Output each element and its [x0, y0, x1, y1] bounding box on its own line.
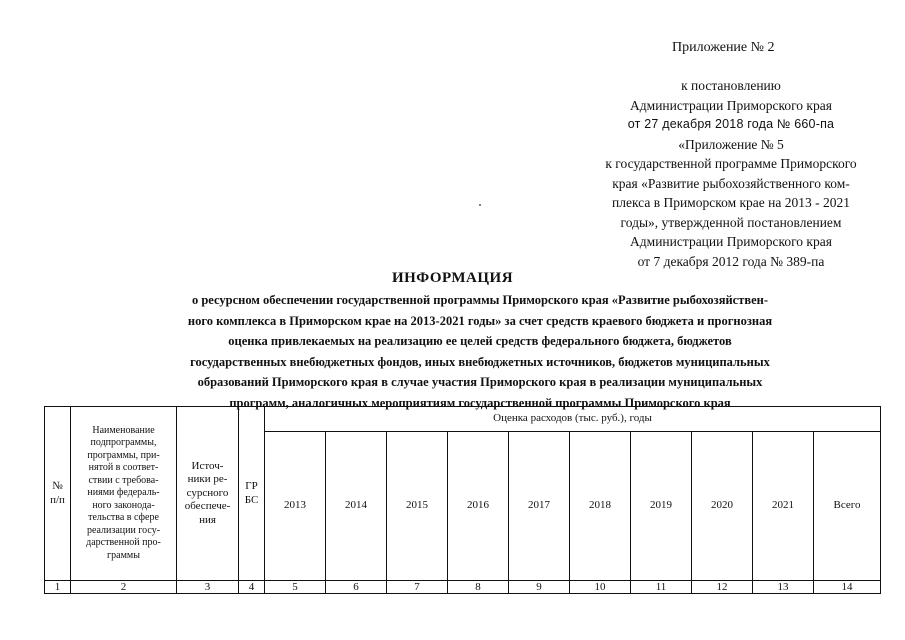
table-column-numbers-row: [45, 581, 881, 594]
appendix-line: края «Развитие рыбохозяйственного ком-: [612, 175, 850, 191]
year-header: 2015: [387, 432, 448, 581]
header-num-text: № п/п: [50, 480, 65, 506]
appendix-line-date: от 27 декабря 2018 года № 660-па: [627, 117, 835, 131]
year-header: 2017: [509, 432, 570, 581]
header-program-name-text: Наименование подпрограммы, программы, при- нятой в соответ- ствии с требова- ниями федераль- ного законода- тельства в сфере реализации госу- дарственной про- граммы: [86, 424, 161, 561]
year-header: 2020: [692, 432, 753, 581]
year-header: 2019: [631, 432, 692, 581]
appendix-reference-block: [560, 76, 902, 271]
header-grbs: [239, 407, 265, 581]
document-subtitle: [120, 290, 840, 413]
subtitle-line: государственных внебюджетных фондов, иных внебюджетных источников, бюджетов муниципальных: [190, 354, 770, 369]
header-program-name: [71, 407, 177, 581]
column-number: 9: [509, 581, 570, 594]
column-number: 5: [265, 581, 326, 594]
header-sources: [177, 407, 239, 581]
column-number: 4: [239, 581, 265, 594]
appendix-line: к государственной программе Приморского: [605, 156, 857, 171]
appendix-line: «Приложение № 5: [678, 136, 784, 152]
scan-speck: [479, 204, 481, 206]
year-header: 2013: [265, 432, 326, 581]
year-header: 2021: [753, 432, 814, 581]
column-number: 13: [753, 581, 814, 594]
year-header: 2018: [570, 432, 631, 581]
column-number: 2: [71, 581, 177, 594]
appendix-line: от 7 декабря 2012 года № 389-па: [637, 253, 825, 269]
header-sources-text: Источ- ники ре- сурсного обеспече- ния: [184, 459, 231, 526]
appendix-line: Администрации Приморского края: [630, 97, 832, 113]
appendix-line: Администрации Приморского края: [630, 234, 832, 249]
column-number: 10: [570, 581, 631, 594]
header-grbs-text: ГР БС: [244, 480, 259, 506]
column-number: 6: [326, 581, 387, 594]
column-number: 1: [45, 581, 71, 594]
subtitle-line: ного комплекса в Приморском крае на 2013-2021 годы» за счет средств краевого бюджета и прогнозная: [187, 313, 773, 328]
appendix-title: Приложение № 2: [672, 40, 775, 55]
column-number: 11: [631, 581, 692, 594]
subtitle-line: оценка привлекаемых на реализацию ее целей средств федерального бюджета, бюджетов: [228, 334, 732, 348]
column-number: 12: [692, 581, 753, 594]
appendix-line: плекса в Приморском крае на 2013 - 2021: [612, 195, 850, 210]
year-header: 2014: [326, 432, 387, 581]
resource-table: [44, 406, 881, 594]
column-number: 8: [448, 581, 509, 594]
appendix-line: годы», утвержденной постановлением: [620, 214, 842, 230]
subtitle-line: о ресурсном обеспечении государственной программы Приморского края «Развитие рыбохозяйствен-: [191, 293, 769, 307]
column-number: 7: [387, 581, 448, 594]
year-header: 2016: [448, 432, 509, 581]
header-num: [45, 407, 71, 581]
subtitle-line: образований Приморского края в случае участия Приморского края в реализации муниципальных: [197, 375, 763, 389]
subtitle-line: программ, аналогичных мероприятиям государственной программы Приморского края: [229, 395, 731, 410]
total-header: Всего: [814, 432, 881, 581]
table-header-row: [45, 407, 881, 432]
document-title: ИНФОРМАЦИЯ: [391, 270, 514, 286]
column-number: 14: [814, 581, 881, 594]
column-number: 3: [177, 581, 239, 594]
appendix-line: к постановлению: [681, 78, 781, 93]
header-expense-estimate: Оценка расходов (тыс. руб.), годы: [265, 407, 881, 432]
